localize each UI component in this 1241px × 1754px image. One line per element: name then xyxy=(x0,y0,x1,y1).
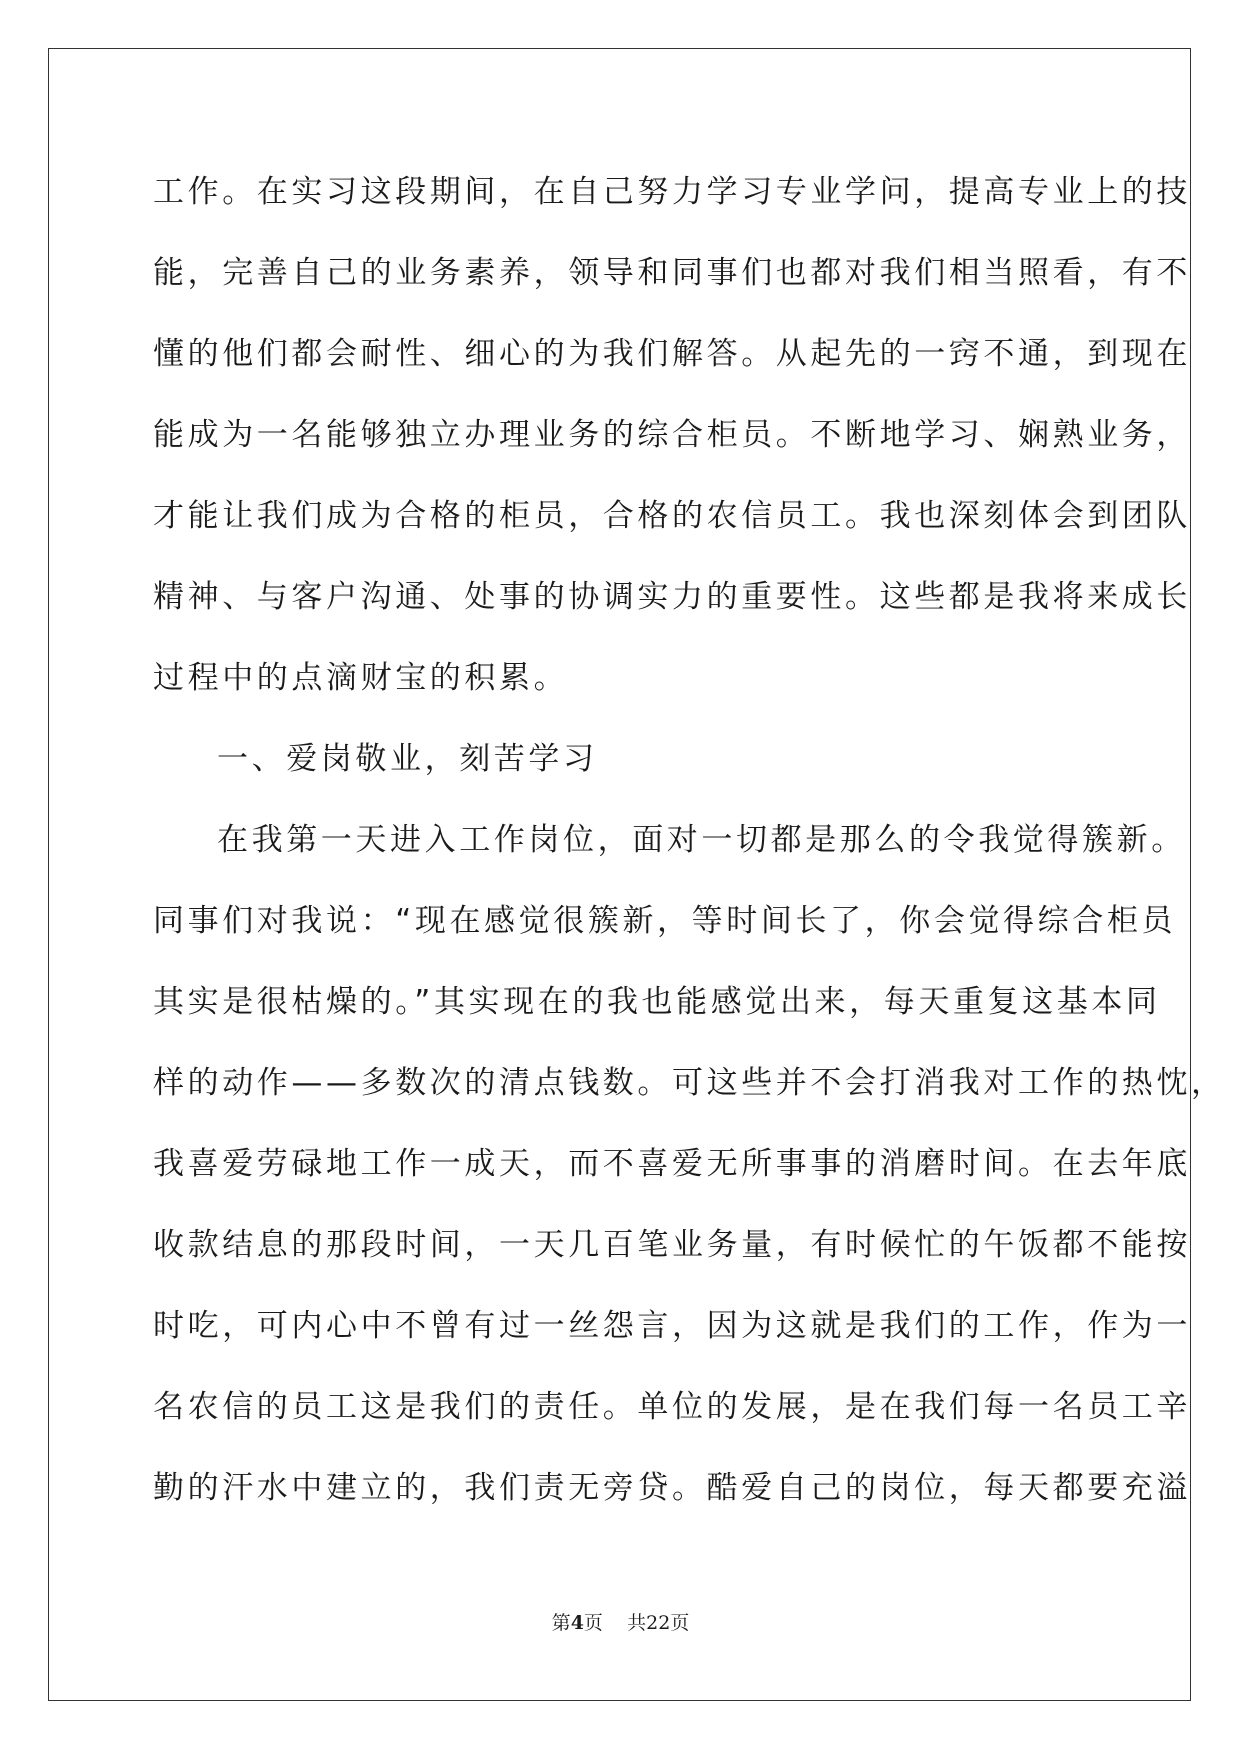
page-footer xyxy=(0,1608,1241,1635)
total-label-suffix: 页 xyxy=(670,1612,690,1634)
text-line: 才能让我们成为合格的柜员，合格的农信员工。我也深刻体会到团队 xyxy=(153,498,1191,534)
page-label-prefix: 第 xyxy=(551,1612,571,1634)
text-line: 在我第一天进入工作岗位，面对一切都是那么的令我觉得簇新。 xyxy=(217,822,1186,858)
text-line: 其实是很枯燥的。”其实现在的我也能感觉出来，每天重复这基本同 xyxy=(153,984,1161,1020)
text-line: 收款结息的那段时间，一天几百笔业务量，有时候忙的午饭都不能按 xyxy=(153,1227,1191,1263)
text-line: 懂的他们都会耐性、细心的为我们解答。从起先的一窍不通，到现在 xyxy=(153,336,1191,372)
total-label-prefix: 共 xyxy=(627,1612,647,1634)
text-line: 勤的汗水中建立的，我们责无旁贷。酷爱自己的岗位，每天都要充溢 xyxy=(153,1470,1191,1506)
text-line: 精神、与客户沟通、处事的协调实力的重要性。这些都是我将来成长 xyxy=(153,579,1191,615)
text-line: 名农信的员工这是我们的责任。单位的发展，是在我们每一名员工辛 xyxy=(153,1389,1191,1425)
page-label-mid: 页 xyxy=(583,1612,603,1634)
document-body xyxy=(153,158,1226,1535)
text-line: 工作。在实习这段期间，在自己努力学习专业学问，提高专业上的技 xyxy=(153,174,1191,210)
text-line: 过程中的点滴财宝的积累。 xyxy=(153,660,569,696)
text-line: 一、爱岗敬业，刻苦学习 xyxy=(217,741,598,777)
text-line: 同事们对我说：“现在感觉很簇新，等时间长了，你会觉得综合柜员 xyxy=(153,903,1177,939)
page-number-current: 4 xyxy=(570,1612,584,1634)
text-line: 能，完善自己的业务素养，领导和同事们也都对我们相当照看，有不 xyxy=(153,255,1191,291)
text-line: 时吃，可内心中不曾有过一丝怨言，因为这就是我们的工作，作为一 xyxy=(153,1308,1191,1344)
text-line: 我喜爱劳碌地工作一成天，而不喜爱无所事事的消磨时间。在去年底 xyxy=(153,1146,1191,1182)
text-line: 样的动作——多数次的清点钱数。可这些并不会打消我对工作的热忱， xyxy=(153,1065,1226,1101)
page-number-total: 22 xyxy=(646,1612,671,1634)
text-line: 能成为一名能够独立办理业务的综合柜员。不断地学习、娴熟业务， xyxy=(153,417,1191,453)
